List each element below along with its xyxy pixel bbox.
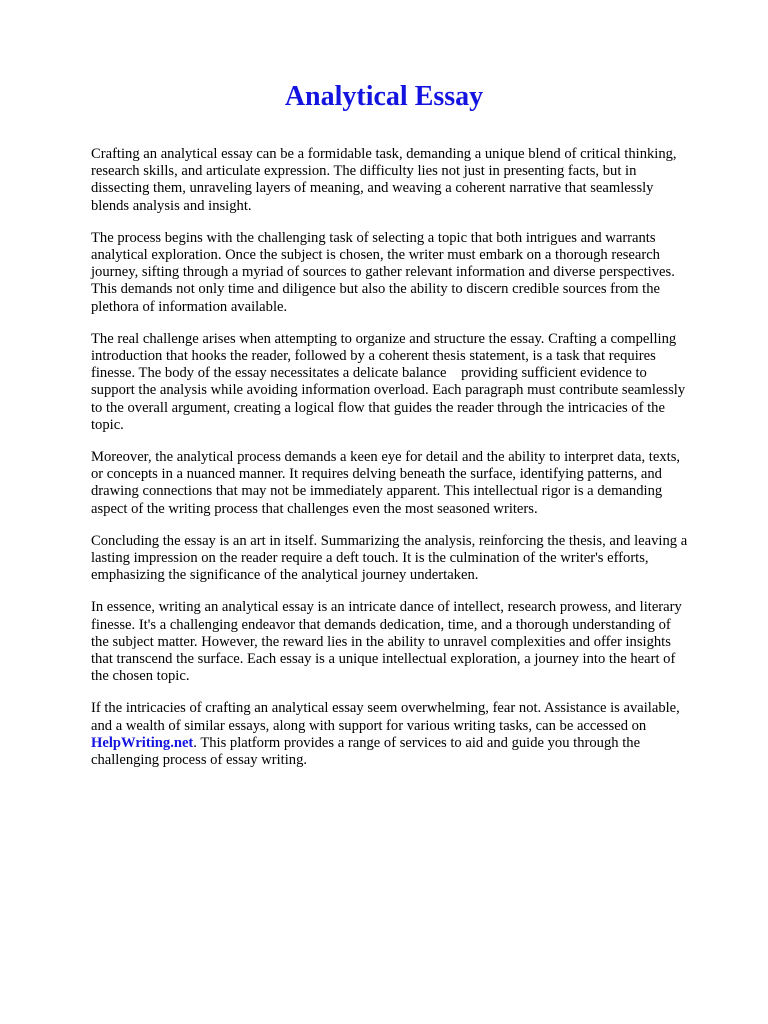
paragraph-line: finesse. The body of the essay necessitates a delicate balance providing sufficient evidence to bbox=[91, 365, 647, 382]
paragraph-line: This demands not only time and diligence but also the ability to discern credible sources from the bbox=[91, 281, 661, 298]
paragraph-line: research skills, and articulate expression. The difficulty lies not just in presenting facts, but in bbox=[91, 163, 637, 180]
paragraph-line: or concepts in a nuanced manner. It requires delving beneath the surface, identifying patterns, and bbox=[91, 466, 662, 483]
paragraph-line: dissecting them, unraveling layers of meaning, and weaving a coherent narrative that seamlessly bbox=[91, 180, 654, 197]
paragraph-line: Moreover, the analytical process demands a keen eye for detail and the ability to interpret data, texts, bbox=[91, 449, 681, 466]
paragraph-2 bbox=[91, 230, 731, 316]
paragraph-line: The process begins with the challenging task of selecting a topic that both intrigues and warrants bbox=[91, 229, 656, 246]
paragraph-line: support the analysis while avoiding information overload. Each paragraph must contribute seamlessly bbox=[91, 382, 686, 399]
paragraph-line: drawing connections that may not be immediately apparent. This intellectual rigor is a demanding bbox=[91, 483, 663, 500]
paragraph-line: introduction that hooks the reader, followed by a coherent thesis statement, is a task that requires bbox=[91, 348, 656, 365]
paragraph-line: that transcend the surface. Each essay is a unique intellectual exploration, a journey into the heart of bbox=[91, 651, 676, 668]
paragraph-line: Concluding the essay is an art in itself. Summarizing the analysis, reinforcing the thesis, and leaving a bbox=[91, 532, 688, 549]
paragraph-line: analytical exploration. Once the subject is chosen, the writer must embark on a thorough research bbox=[91, 247, 660, 264]
paragraph-line: Crafting an analytical essay can be a formidable task, demanding a unique blend of critical thinking, bbox=[91, 146, 677, 162]
document-title: Analytical Essay bbox=[284, 81, 484, 112]
paragraph-line: blends analysis and insight. bbox=[91, 197, 252, 214]
paragraph-5 bbox=[91, 533, 731, 585]
paragraph-line: aspect of the writing process that challenges even the most seasoned writers. bbox=[91, 500, 538, 517]
paragraph-line: If the intricacies of crafting an analytical essay seem overwhelming, fear not. Assistance is available, bbox=[91, 700, 680, 717]
paragraph-3 bbox=[91, 331, 731, 434]
paragraph-line: and a wealth of similar essays, along with support for various writing tasks, can be accessed on bbox=[91, 717, 647, 734]
paragraph-line: In essence, writing an analytical essay is an intricate dance of intellect, research prowess, and literary bbox=[91, 599, 682, 616]
paragraph-line: finesse. It's a challenging endeavor that demands dedication, time, and a thorough understanding of bbox=[91, 616, 671, 633]
helpwriting-link[interactable]: HelpWriting.net bbox=[91, 734, 194, 751]
paragraph-7 bbox=[91, 700, 731, 769]
paragraph-line: lasting impression on the reader require a deft touch. It is the culmination of the writer's efforts, bbox=[91, 550, 649, 567]
paragraph-line-with-link bbox=[91, 735, 731, 752]
paragraph-line: challenging process of essay writing. bbox=[91, 752, 308, 769]
paragraph-line: the chosen topic. bbox=[91, 668, 190, 685]
paragraph-line: the subject matter. However, the reward lies in the ability to unravel complexities and offer insights bbox=[91, 633, 671, 650]
document-body bbox=[91, 146, 731, 784]
paragraph-4 bbox=[91, 449, 731, 518]
paragraph-line: plethora of information available. bbox=[91, 298, 288, 315]
link-trailing-text: . This platform provides a range of services to aid and guide you through the bbox=[193, 734, 641, 751]
paragraph-6 bbox=[91, 599, 731, 685]
paragraph-line: topic. bbox=[91, 416, 124, 433]
paragraph-line: to the overall argument, creating a logical flow that guides the reader through the intricacies of the bbox=[91, 399, 665, 416]
paragraph-line: emphasizing the significance of the analytical journey undertaken. bbox=[91, 567, 479, 584]
paragraph-1 bbox=[91, 146, 731, 215]
paragraph-line: journey, sifting through a myriad of sources to gather relevant information and diverse perspectives. bbox=[91, 264, 675, 281]
paragraph-line: The real challenge arises when attempting to organize and structure the essay. Crafting a compelling bbox=[91, 330, 677, 347]
